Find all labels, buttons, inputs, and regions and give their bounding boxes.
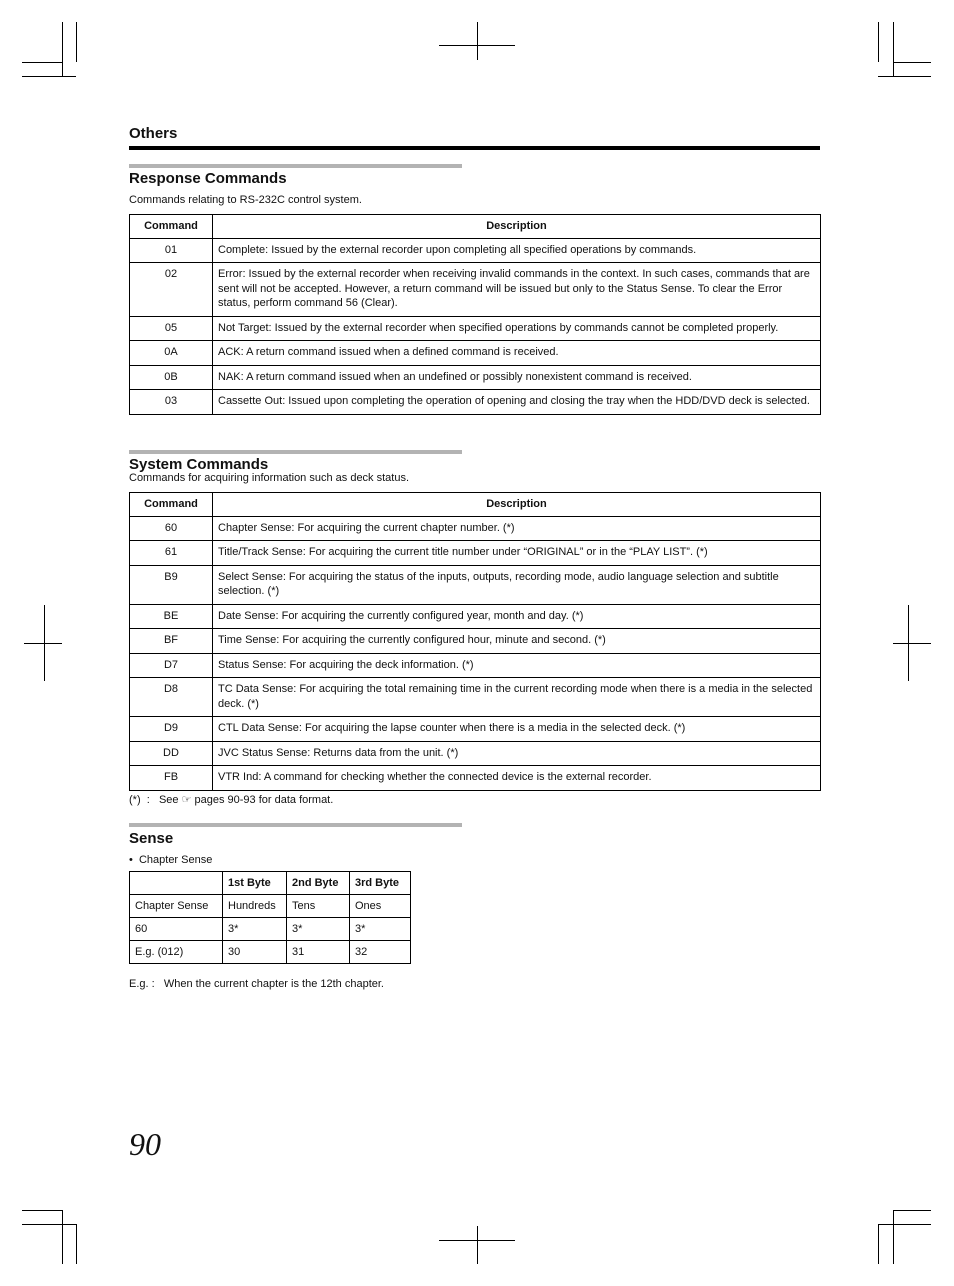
- command-code: D7: [130, 653, 213, 678]
- table-cell: E.g. (012): [130, 941, 223, 964]
- crop-mark: [893, 22, 894, 76]
- column-header: 2nd Byte: [287, 872, 350, 895]
- table-row: [130, 541, 821, 566]
- command-code: 0B: [130, 365, 213, 390]
- section-rule: [129, 146, 820, 150]
- crop-mark: [878, 1224, 931, 1225]
- table-row: [130, 741, 821, 766]
- command-description: Time Sense: For acquiring the currently configured hour, minute and second. (*): [213, 629, 821, 654]
- crop-mark: [22, 76, 76, 77]
- response-intro: Commands relating to RS-232C control system.: [129, 194, 362, 206]
- command-description: NAK: A return command issued when an undefined or possibly nonexistent command is received.: [213, 365, 821, 390]
- command-code: BF: [130, 629, 213, 654]
- command-code: 03: [130, 390, 213, 415]
- crop-mark: [76, 1224, 77, 1264]
- response-title: Response Commands: [129, 170, 287, 187]
- table-cell: 3*: [223, 918, 287, 941]
- command-code: BE: [130, 604, 213, 629]
- column-header: 1st Byte: [223, 872, 287, 895]
- command-description: VTR Ind: A command for checking whether the connected device is the external recorder.: [213, 766, 821, 791]
- system-table: [129, 492, 821, 791]
- table-header-row: [130, 215, 821, 239]
- subsection-rule: [129, 164, 462, 168]
- table-row: [130, 263, 821, 317]
- command-description: Cassette Out: Issued upon completing the operation of opening and closing the tray when the HDD/DVD deck is selected.: [213, 390, 821, 415]
- command-code: D9: [130, 717, 213, 742]
- page-number: 90: [129, 1126, 161, 1162]
- crop-mark: [893, 1210, 931, 1211]
- table-row: [130, 238, 821, 263]
- crop-mark: [893, 643, 931, 644]
- crop-mark: [62, 22, 63, 76]
- crop-mark: [878, 22, 879, 62]
- crop-mark: [22, 1210, 62, 1211]
- footnote: (*) : See ☞ pages 90-93 for data format.: [129, 794, 334, 806]
- command-description: Chapter Sense: For acquiring the current chapter number. (*): [213, 516, 821, 541]
- table-header-row: [130, 493, 821, 517]
- system-intro: Commands for acquiring information such as deck status.: [129, 472, 410, 484]
- crop-mark: [24, 643, 62, 644]
- crop-mark: [878, 76, 931, 77]
- crop-mark: [878, 1224, 879, 1264]
- table-cell: Hundreds: [223, 895, 287, 918]
- command-code: D8: [130, 678, 213, 717]
- table-row: [130, 895, 411, 918]
- command-code: FB: [130, 766, 213, 791]
- command-description: Title/Track Sense: For acquiring the current title number under “ORIGINAL” or in the “PLAY LIST”. (*): [213, 541, 821, 566]
- table-cell: 31: [287, 941, 350, 964]
- crop-mark: [22, 62, 62, 63]
- bullet-item: • Chapter Sense: [129, 854, 213, 866]
- crop-mark: [477, 1226, 478, 1264]
- table-row: [130, 918, 411, 941]
- command-description: Select Sense: For acquiring the status of the inputs, outputs, recording mode, audio language selection and subtitle selection. (*): [213, 565, 821, 604]
- command-code: 05: [130, 316, 213, 341]
- table-row: [130, 516, 821, 541]
- table-row: [130, 390, 821, 415]
- table-row: [130, 365, 821, 390]
- command-description: Complete: Issued by the external recorder upon completing all specified operations by commands.: [213, 238, 821, 263]
- column-header: 3rd Byte: [350, 872, 411, 895]
- table-row: [130, 766, 821, 791]
- command-code: 01: [130, 238, 213, 263]
- table-row: [130, 565, 821, 604]
- table-row: [130, 316, 821, 341]
- column-header-description: Description: [213, 215, 821, 239]
- command-code: 02: [130, 263, 213, 317]
- example-note: E.g. : When the current chapter is the 12th chapter.: [129, 978, 384, 990]
- table-row: [130, 678, 821, 717]
- column-header-command: Command: [130, 493, 213, 517]
- table-row: [130, 629, 821, 654]
- command-code: 60: [130, 516, 213, 541]
- subsection-rule: [129, 823, 462, 827]
- crop-mark: [76, 22, 77, 62]
- table-cell: 32: [350, 941, 411, 964]
- command-code: B9: [130, 565, 213, 604]
- command-description: ACK: A return command issued when a defined command is received.: [213, 341, 821, 366]
- command-description: JVC Status Sense: Returns data from the unit. (*): [213, 741, 821, 766]
- command-description: Status Sense: For acquiring the deck information. (*): [213, 653, 821, 678]
- table-cell: 3*: [287, 918, 350, 941]
- command-code: DD: [130, 741, 213, 766]
- response-table: [129, 214, 821, 415]
- command-description: TC Data Sense: For acquiring the total remaining time in the current recording mode when there is a media in the selected deck. (*): [213, 678, 821, 717]
- crop-mark: [22, 1224, 76, 1225]
- table-cell: Ones: [350, 895, 411, 918]
- table-cell: 3*: [350, 918, 411, 941]
- crop-mark: [477, 22, 478, 60]
- column-header-command: Command: [130, 215, 213, 239]
- column-header: [130, 872, 223, 895]
- command-description: Error: Issued by the external recorder when receiving invalid commands in the context. In such cases, commands that are sent will not be accepted. However, a return command will be issued but only to the Status Sense. To clear the Error status, perform command 56 (Clear).: [213, 263, 821, 317]
- table-row: [130, 941, 411, 964]
- sense-title: Sense: [129, 830, 174, 847]
- table-cell: 30: [223, 941, 287, 964]
- section-title: Others: [129, 125, 178, 142]
- crop-mark: [439, 1240, 515, 1241]
- table-header-row: [130, 872, 411, 895]
- subsection-rule: [129, 450, 462, 454]
- command-description: Date Sense: For acquiring the currently configured year, month and day. (*): [213, 604, 821, 629]
- column-header-description: Description: [213, 493, 821, 517]
- crop-mark: [893, 62, 931, 63]
- table-cell: 60: [130, 918, 223, 941]
- sense-table: [129, 871, 411, 964]
- system-title: System Commands: [129, 456, 269, 473]
- command-code: 61: [130, 541, 213, 566]
- crop-mark: [893, 1210, 894, 1264]
- table-cell: Chapter Sense: [130, 895, 223, 918]
- crop-mark: [439, 45, 515, 46]
- table-row: [130, 604, 821, 629]
- table-cell: Tens: [287, 895, 350, 918]
- table-row: [130, 341, 821, 366]
- command-code: 0A: [130, 341, 213, 366]
- table-row: [130, 653, 821, 678]
- command-description: Not Target: Issued by the external recorder when specified operations by commands cannot be completed properly.: [213, 316, 821, 341]
- command-description: CTL Data Sense: For acquiring the lapse counter when there is a media in the selected deck. (*): [213, 717, 821, 742]
- table-row: [130, 717, 821, 742]
- crop-mark: [62, 1210, 63, 1264]
